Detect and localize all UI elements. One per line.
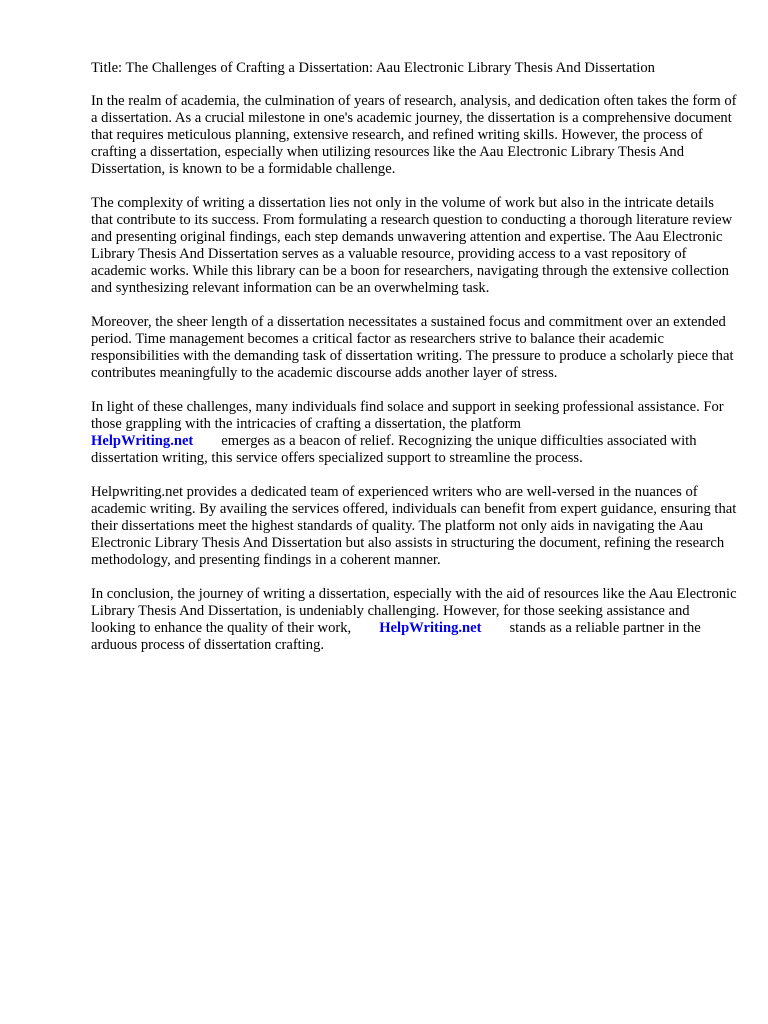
paragraph-assistance-text-after: emerges as a beacon of relief. Recognizing the unique difficulties associated with dissertation writing, this service offers specialized support to streamline the process. <box>91 433 697 466</box>
paragraph-length: Moreover, the sheer length of a dissertation necessitates a sustained focus and commitment over an extended period. Time management becomes a critical factor as researchers strive to balance their academic responsibilities with the demanding task of dissertation writing. The pressure to produce a scholarly piece that contributes meaningfully to the academic discourse adds another layer of stress. <box>91 314 734 381</box>
paragraph-assistance-text-before: In light of these challenges, many individuals find solace and support in seeking professional assistance. For those grappling with the intricacies of crafting a dissertation, the platform <box>91 399 724 432</box>
helpwriting-link-2[interactable]: HelpWriting.net <box>379 620 482 636</box>
paragraph-intro: In the realm of academia, the culmination of years of research, analysis, and dedication often takes the form of a dissertation. As a crucial milestone in one's academic journey, the dissertation is a comprehensive document that requires meticulous planning, extensive research, and refined writing skills. However, the process of crafting a dissertation, especially when utilizing resources like the Aau Electronic Library Thesis And Dissertation, is known to be a formidable challenge. <box>91 93 737 177</box>
paragraph-services: Helpwriting.net provides a dedicated team of experienced writers who are well-versed in the nuances of academic writing. By availing the services offered, individuals can benefit from expert guidance, ensuring that their dissertations meet the highest standards of quality. The platform not only aids in navigating the Aau Electronic Library Thesis And Dissertation but also assists in structuring the document, refining the research methodology, and presenting findings in a coherent manner. <box>91 484 737 568</box>
document-page <box>91 60 737 671</box>
paragraph-conclusion <box>91 586 737 654</box>
paragraph-conclusion-text-before: In conclusion, the journey of writing a dissertation, especially with the aid of resources like the Aau Electronic Library Thesis And Dissertation, is undeniably challenging. However, for those seeking assistance and looking to enhance the quality of their work, <box>91 586 737 636</box>
document-title: Title: The Challenges of Crafting a Dissertation: Aau Electronic Library Thesis And Dissertation <box>91 60 655 76</box>
paragraph-conclusion-text-after: stands as a reliable partner in the arduous process of dissertation crafting. <box>91 620 701 653</box>
paragraph-assistance <box>91 399 737 467</box>
helpwriting-link-1[interactable]: HelpWriting.net <box>91 433 194 449</box>
paragraph-complexity: The complexity of writing a dissertation lies not only in the volume of work but also in the intricate details that contribute to its success. From formulating a research question to conducting a thorough literature review and presenting original findings, each step demands unwavering attention and expertise. The Aau Electronic Library Thesis And Dissertation serves as a valuable resource, providing access to a vast repository of academic works. While this library can be a boon for researchers, navigating through the extensive collection and synthesizing relevant information can be an overwhelming task. <box>91 195 733 296</box>
